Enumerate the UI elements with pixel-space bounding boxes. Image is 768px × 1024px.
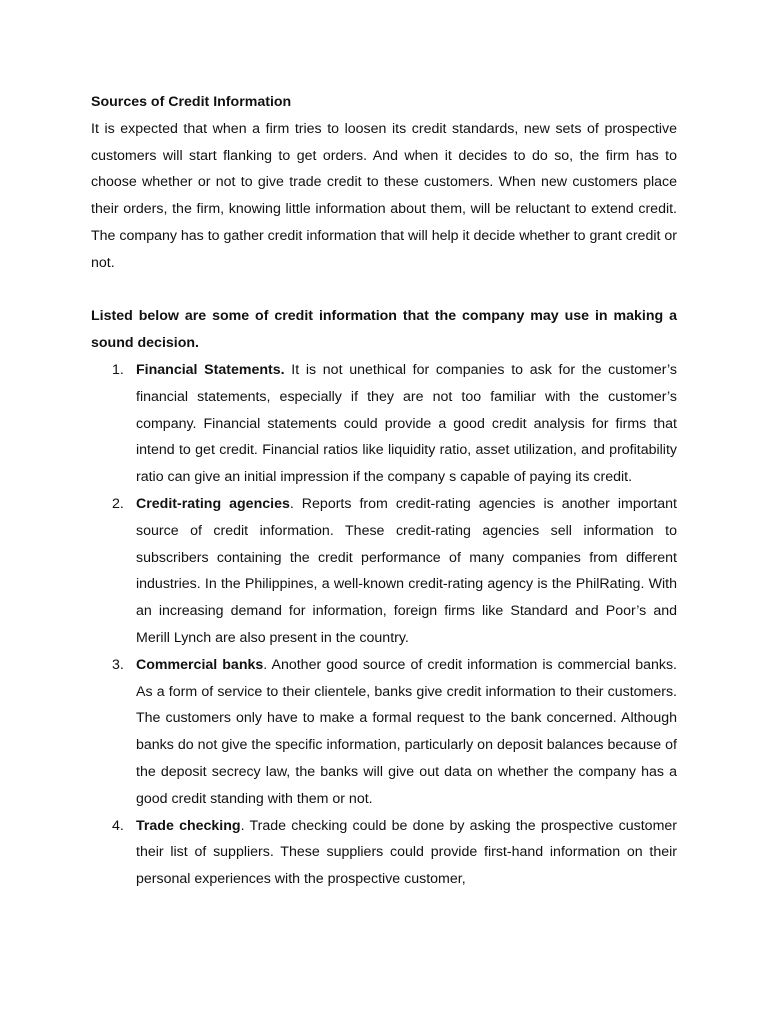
list-item-term: Financial Statements. — [136, 361, 285, 378]
list-item-term: Commercial banks — [136, 656, 264, 673]
list-item-number: 2. — [112, 495, 124, 512]
list-item — [91, 357, 677, 491]
list-item — [91, 652, 677, 813]
document-body — [91, 89, 677, 893]
section-heading: Sources of Credit Information — [91, 94, 292, 110]
list-item-number: 3. — [112, 656, 124, 673]
list-item-term: Credit-rating agencies — [136, 495, 290, 512]
list-lead-paragraph: Listed below are some of credit information that the company may use in making a sound decision. — [91, 308, 677, 352]
list-item-text: . Another good source of credit information is commercial banks. As a form of service to their clientele, banks give credit information to their customers. The customers only have to make a formal request to the bank concerned. Although banks do not give the specific information, particularly on deposit balances because of the deposit secrecy law, the banks will give out data on whether the company has a good credit standing with them or not. — [136, 656, 677, 807]
list-item-number: 4. — [112, 817, 124, 834]
intro-paragraph: It is expected that when a firm tries to loosen its credit standards, new sets of prospective customers will start flanking to get orders. And when it decides to do so, the firm has to choose whether or not to give trade credit to these customers. When new customers place their orders, the firm, knowing little information about them, will be reluctant to extend credit. The company has to gather credit information that will help it decide whether to grant credit or not. — [91, 120, 677, 271]
list-item-text: . Reports from credit-rating agencies is another important source of credit information. These credit-rating agencies sell information to subscribers containing the credit performance of many companies from different industries. In the Philippines, a well-known credit-rating agency is the PhilRating. With an increasing demand for information, foreign firms like Standard and Poor’s and Merill Lynch are also present in the country. — [136, 495, 678, 646]
list-item — [91, 491, 677, 652]
list-item-number: 1. — [112, 361, 124, 378]
list-item-text: . Trade checking could be done by asking the prospective customer their list of suppliers. These suppliers could provide first-hand information on their personal experiences with the prospective customer, — [136, 817, 677, 888]
list-item — [91, 813, 677, 893]
credit-sources-list — [91, 357, 677, 893]
list-item-text: It is not unethical for companies to ask for the customer’s financial statements, especially if they are not too familiar with the customer’s company. Financial statements could provide a good credit analysis for firms that intend to get credit. Financial ratios like liquidity ratio, asset utilization, and profitability ratio can give an initial impression if the company s capable of paying its credit. — [136, 361, 678, 486]
list-item-term: Trade checking — [136, 817, 241, 834]
